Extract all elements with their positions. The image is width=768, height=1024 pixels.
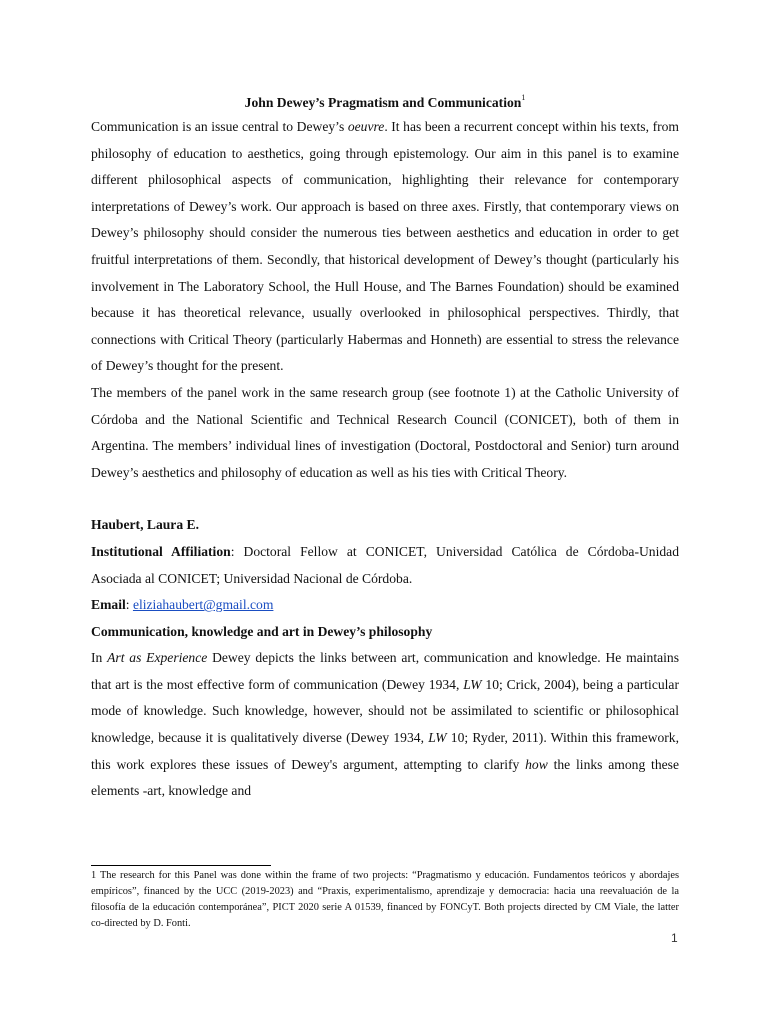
body-paragraph: In Art as Experience Dewey depicts the links between art, communication and knowledge. He maintains that art is the most effective form of communication (Dewey 1934, LW 10; Crick, 2004), being a particular mode of knowledge. Such knowledge, however, should not be assimilated to scientific or philosophical knowledge, because it is qualitatively diverse (Dewey 1934, LW 10; Ryder, 2011). Within this framework, this work explores these issues of Dewey's argument, attempting to clarify how the links among these elements -art, knowledge and [91,650,679,799]
footnote-divider [91,865,271,866]
affiliation-text: : Doctoral Fellow at CONICET, Universidad Católica de Córdoba-Unidad Asociada al CONICET; Universidad Nacional de Córdoba. [91,543,680,586]
footnote-number: 1 [91,870,97,881]
document-body [91,92,679,805]
affiliation-label: Institutional Affiliation [91,543,231,559]
author-name: Haubert, Laura E. [91,517,199,533]
footnote-text: The research for this Panel was done within the frame of two projects: “Pragmatismo y educación. Fundamentos teóricos y abordajes empíricos”, financed by the UCC (2019-2023) and “Praxis, experimentalismo, aprendizaje y democracia: hacia una reevaluación de la filosofía de la educación contemporánea”, PICT 2020 serie A 01539, financed by FONCyT. Both projects directed by CM Viale, the latter co-directed by D. Fonti. [91,870,679,929]
italic-term: oeuvre [347,119,385,134]
book-title: Art as Experience [107,650,208,666]
title-text: John Dewey’s Pragmatism and Communication [244,95,522,110]
email-label: Email [91,597,126,613]
title-footnote-ref[interactable]: 1 [521,93,526,102]
footnote [91,868,679,932]
section-title: Communication, knowledge and art in Dewey’s philosophy [91,623,433,639]
document-title [91,92,679,114]
intro-paragraph-2: The members of the panel work in the same research group (see footnote 1) at the Catholic University of Córdoba and the National Scientific and Technical Research Council (CONICET), both of them in Argentina. The members’ individual lines of investigation (Doctoral, Postdoctoral and Senior) turn around Dewey’s aesthetics and philosophy of education as well as his ties with Critical Theory. [91,384,679,480]
spacer [91,486,679,512]
page-number: 1 [671,931,678,945]
intro-paragraph-1: Communication is an issue central to Dewey’s oeuvre. It has been a recurrent concept within his texts, from philosophy of education to aesthetics, going through epistemology. Our aim in this panel is to examine different philosophical aspects of communication, highlighting their relevance for contemporary interpretations of Dewey’s work. Our approach is based on three axes. Firstly, that contemporary views on Dewey’s philosophy should consider the numerous ties between aesthetics and education in order to get fruitful interpretations of them. Secondly, that historical development of Dewey’s thought (particularly his involvement in The Laboratory School, the Hull House, and The Barnes Foundation) should be examined because it has theoretical relevance, usually overlooked in philosophical perspectives. Thirdly, that connections with Critical Theory (particularly Habermas and Honneth) are essential to stress the relevance of Dewey’s thought for the present. [91,119,679,374]
email-line: Email: eliziahaubert@gmail.com [91,597,274,613]
email-link[interactable]: eliziahaubert@gmail.com [132,597,274,613]
affiliation-line [91,539,679,592]
